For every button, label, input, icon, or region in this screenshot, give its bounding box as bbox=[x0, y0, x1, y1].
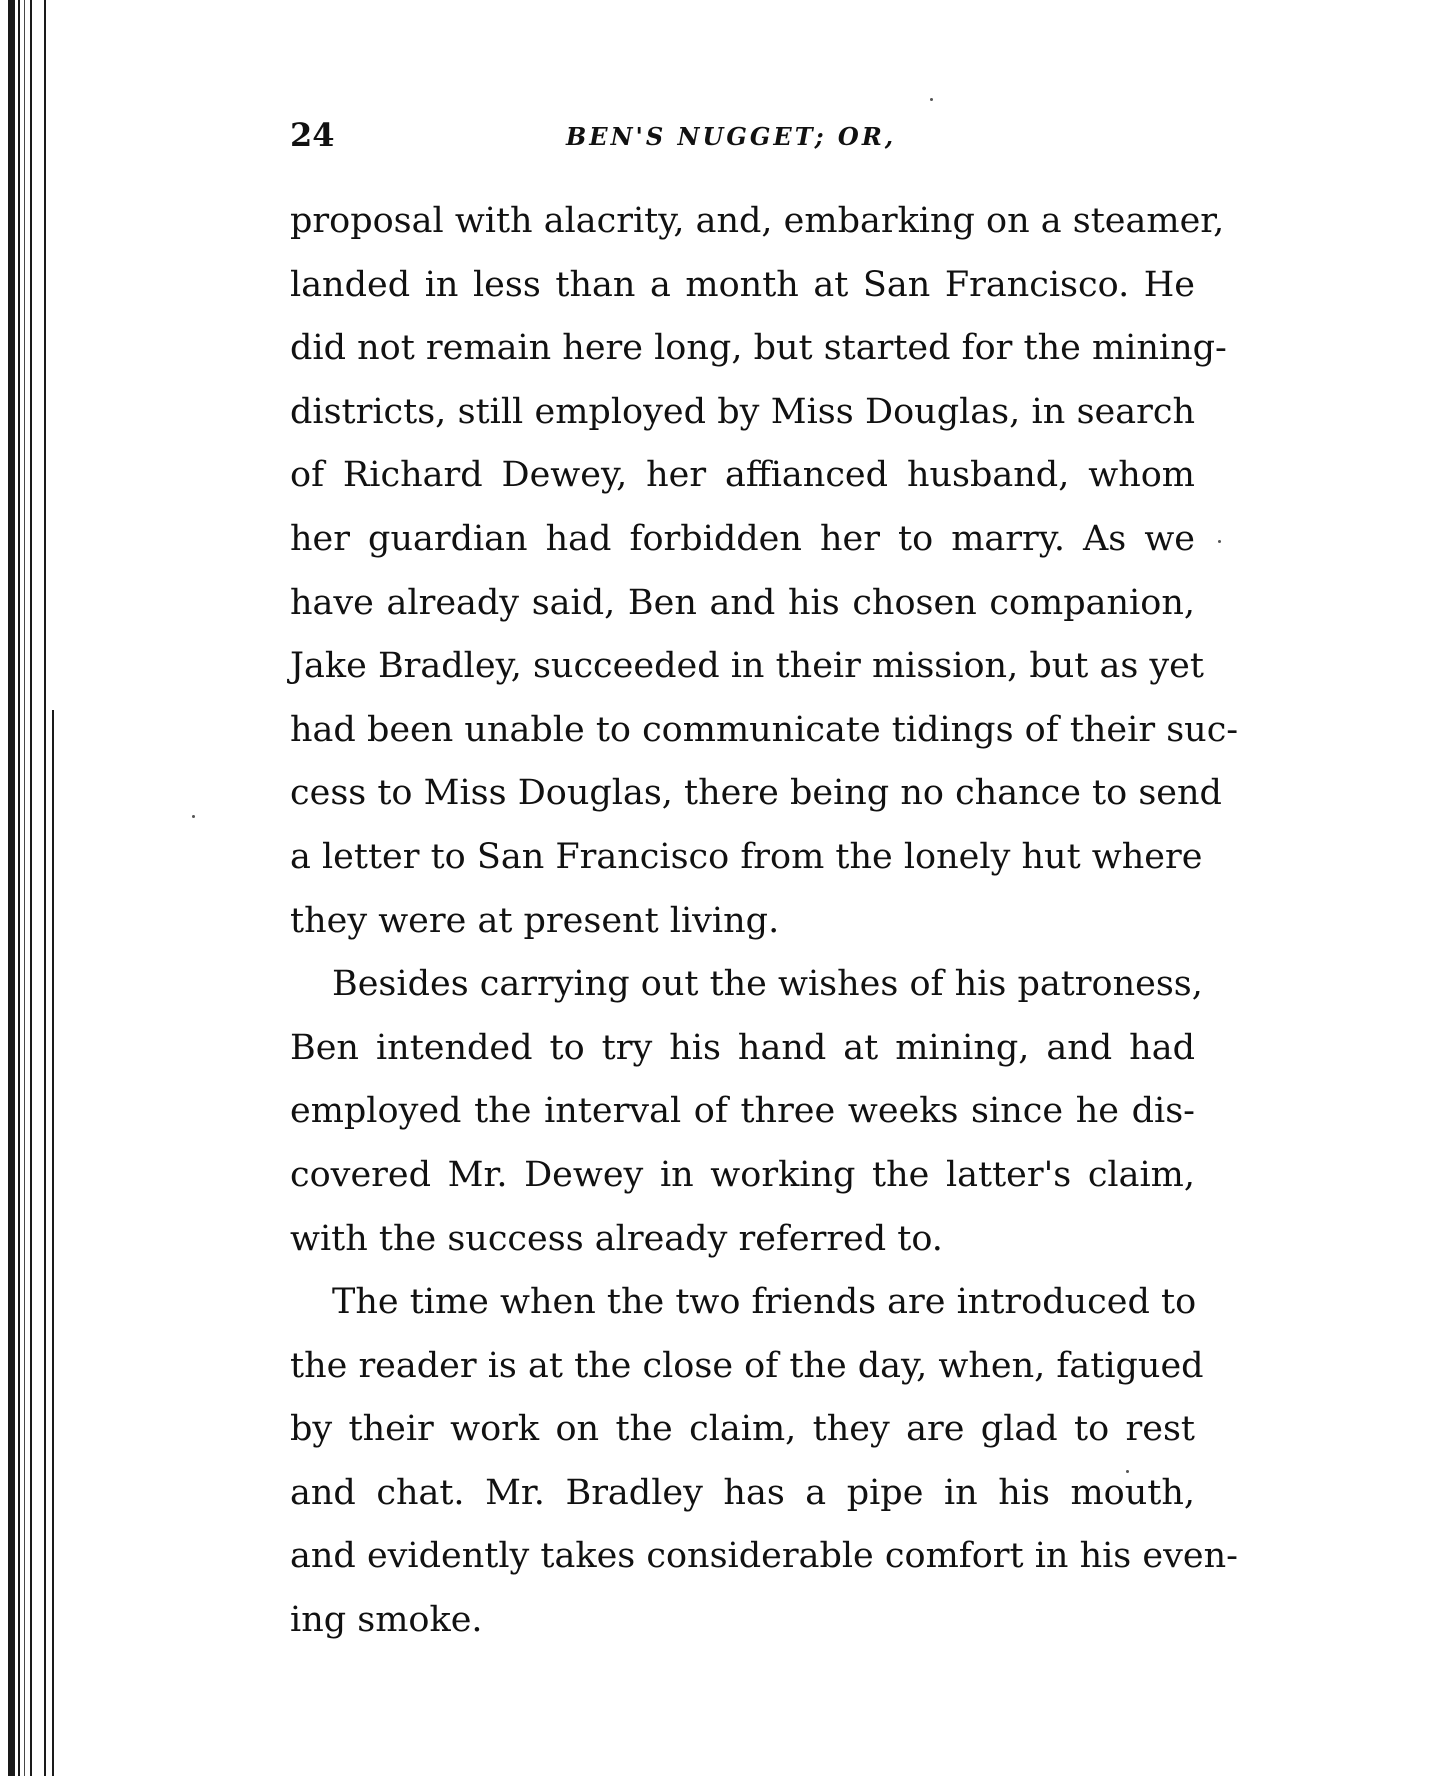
text-line: Besides carrying out the wishes of his patroness, bbox=[332, 964, 1203, 1005]
text-line: proposal with alacrity, and, embarking on a steamer, bbox=[290, 201, 1225, 241]
text-line: the reader is at the close of the day, when, fatigued bbox=[290, 1345, 1204, 1386]
text-line: of Richard Dewey, her affianced husband, whom bbox=[290, 455, 1195, 496]
text-line: her guardian had forbidden her to marry. As we bbox=[290, 518, 1195, 559]
text-line: Ben intended to try his hand at mining, and had bbox=[290, 1027, 1195, 1068]
text-line: and evidently takes considerable comfort in his even- bbox=[290, 1536, 1238, 1577]
running-title: BEN'S NUGGET; OR, bbox=[566, 122, 897, 151]
binding-edge-line bbox=[52, 710, 54, 1776]
text-line: with the success already referred to. bbox=[290, 1218, 943, 1259]
scan-speck bbox=[930, 98, 933, 101]
page-header bbox=[290, 116, 1200, 160]
scan-speck bbox=[192, 815, 195, 818]
scan-speck bbox=[1218, 540, 1221, 543]
binding-edge-line bbox=[18, 0, 20, 1776]
text-line: ing smoke. bbox=[290, 1600, 483, 1641]
paragraph bbox=[290, 200, 1239, 963]
text-line: a letter to San Francisco from the lonely hut where bbox=[290, 836, 1203, 877]
text-line: have already said, Ben and his chosen companion, bbox=[290, 582, 1195, 623]
binding-edge-line bbox=[24, 0, 25, 1776]
text-line: and chat. Mr. Bradley has a pipe in his mouth, bbox=[290, 1472, 1195, 1513]
text-line: districts, still employed by Miss Douglas, in search bbox=[290, 391, 1195, 432]
text-line: landed in less than a month at San Francisco. He bbox=[290, 264, 1195, 305]
text-line: covered Mr. Dewey in working the latter's claim, bbox=[290, 1154, 1195, 1195]
text-line: they were at present living. bbox=[290, 900, 780, 941]
page-number: 24 bbox=[290, 116, 335, 154]
text-line: cess to Miss Douglas, there being no chance to send bbox=[290, 773, 1222, 814]
body-text bbox=[290, 200, 1239, 1663]
text-line: did not remain here long, but started for the mining- bbox=[290, 328, 1227, 369]
text-line: The time when the two friends are introduced to bbox=[332, 1282, 1197, 1323]
binding-edge-line bbox=[8, 0, 15, 1776]
text-line: employed the interval of three weeks since he dis- bbox=[290, 1091, 1195, 1132]
binding-edge-line bbox=[30, 0, 32, 1776]
paragraph bbox=[290, 963, 1203, 1281]
binding-edge-line bbox=[44, 0, 46, 1776]
text-line: Jake Bradley, succeeded in their mission, but as yet bbox=[290, 646, 1204, 687]
text-line: had been unable to communicate tidings of their suc- bbox=[290, 709, 1239, 750]
paragraph bbox=[290, 1281, 1238, 1663]
text-line: by their work on the claim, they are glad to rest bbox=[290, 1409, 1195, 1450]
